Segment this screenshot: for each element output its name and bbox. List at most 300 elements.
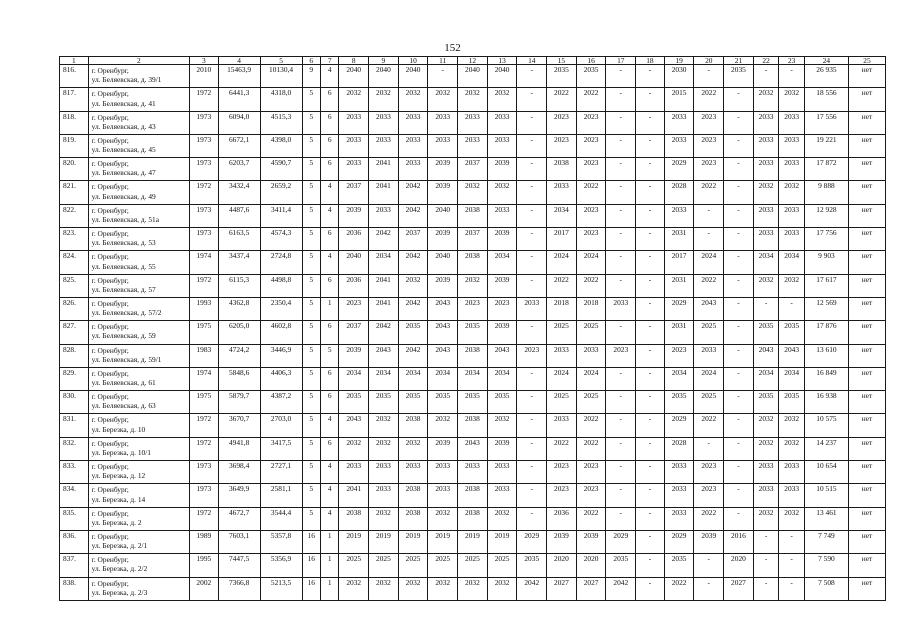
data-cell: - — [724, 134, 754, 157]
data-cell: 2032 — [753, 88, 779, 111]
data-cell: нет — [848, 554, 885, 577]
data-cell: 2032 — [458, 88, 488, 111]
data-cell: 2033 — [369, 134, 399, 157]
data-cell: 2030 — [664, 65, 694, 88]
data-cell: нет — [848, 251, 885, 274]
column-number: 22 — [753, 57, 779, 65]
data-cell: - — [636, 391, 665, 414]
address-cell — [88, 507, 189, 530]
data-cell: - — [724, 204, 754, 227]
data-cell: 2029 — [664, 530, 694, 553]
data-cell: 2033 — [369, 484, 399, 507]
data-cell: - — [517, 181, 547, 204]
data-cell: 2023 — [606, 344, 636, 367]
data-cell: 2042 — [398, 181, 428, 204]
data-cell: 16 938 — [804, 391, 848, 414]
data-cell: нет — [848, 321, 885, 344]
address-street: ул. Беляевская, д. 63 — [91, 401, 156, 411]
data-cell: 2025 — [339, 554, 369, 577]
data-cell: 2023 — [458, 297, 488, 320]
address-cell — [88, 88, 189, 111]
data-cell: 2042 — [398, 297, 428, 320]
data-cell: 2019 — [339, 530, 369, 553]
data-cell: 3437,4 — [218, 251, 260, 274]
data-cell: 2033 — [458, 111, 488, 134]
address-city: г. Оренбург, — [91, 392, 129, 402]
data-cell: 4590,7 — [260, 158, 302, 181]
data-cell: 2034 — [369, 367, 399, 390]
address-city: г. Оренбург, — [91, 205, 129, 215]
column-number: 5 — [260, 57, 302, 65]
data-cell: 2033 — [664, 134, 694, 157]
data-cell: 2033 — [398, 134, 428, 157]
data-cell: 1972 — [189, 88, 218, 111]
row-number: 820. — [60, 158, 89, 181]
data-cell: 1973 — [189, 134, 218, 157]
address-cell — [88, 344, 189, 367]
data-cell: 2020 — [724, 554, 754, 577]
address-street: ул. Березка, д. 2/1 — [91, 541, 148, 551]
data-cell: 2023 — [547, 111, 577, 134]
data-cell: 13 461 — [804, 507, 848, 530]
data-cell: 4498,8 — [260, 274, 302, 297]
table-row — [60, 158, 886, 181]
data-cell: 4398,0 — [260, 134, 302, 157]
column-number: 19 — [664, 57, 694, 65]
data-cell: 2023 — [576, 484, 606, 507]
address-cell — [88, 461, 189, 484]
address-street: ул. Беляевская, д. 59/1 — [91, 354, 162, 364]
data-cell: 2042 — [398, 344, 428, 367]
row-number: 819. — [60, 134, 89, 157]
data-cell: 2038 — [458, 507, 488, 530]
address-street: ул. Беляевская, д. 45 — [91, 145, 156, 155]
data-cell: 6203,7 — [218, 158, 260, 181]
data-cell: нет — [848, 391, 885, 414]
data-cell: 6 — [320, 391, 338, 414]
data-cell: нет — [848, 181, 885, 204]
data-cell: 10 515 — [804, 484, 848, 507]
data-cell: 1973 — [189, 111, 218, 134]
address-street: ул. Беляевская, д. 51а — [91, 214, 160, 224]
data-cell: 5 — [302, 204, 320, 227]
data-cell: 2040 — [487, 65, 517, 88]
address-city: г. Оренбург, — [91, 415, 129, 425]
data-cell: 2022 — [547, 274, 577, 297]
data-cell: 17 617 — [804, 274, 848, 297]
data-cell: 2025 — [576, 391, 606, 414]
data-cell: 7 508 — [804, 577, 848, 600]
address-cell — [88, 321, 189, 344]
address-city: г. Оренбург, — [91, 322, 129, 332]
data-cell: 2032 — [487, 577, 517, 600]
data-cell: 2020 — [547, 554, 577, 577]
data-cell: 2023 — [694, 484, 724, 507]
data-cell: 2032 — [398, 577, 428, 600]
data-cell: 5 — [302, 251, 320, 274]
address-city: г. Оренбург, — [91, 368, 129, 378]
data-cell: 2033 — [753, 461, 779, 484]
address-street: ул. Березка, д. 12 — [91, 471, 146, 481]
data-cell: - — [724, 228, 754, 251]
data-cell: 2022 — [694, 181, 724, 204]
data-cell: нет — [848, 134, 885, 157]
address-cell — [88, 65, 189, 88]
address-street: ул. Березка, д. 2/3 — [91, 587, 148, 597]
data-cell: 4 — [320, 251, 338, 274]
data-cell: 2033 — [517, 297, 547, 320]
data-cell: - — [724, 274, 754, 297]
data-cell: 2023 — [576, 228, 606, 251]
address-street: ул. Беляевская, д. 59 — [91, 331, 156, 341]
data-cell: 2042 — [398, 251, 428, 274]
table-row — [60, 414, 886, 437]
data-cell: - — [517, 507, 547, 530]
address-city: г. Оренбург, — [91, 252, 129, 262]
data-cell: - — [724, 414, 754, 437]
data-cell: 2032 — [487, 181, 517, 204]
data-cell: 5 — [302, 321, 320, 344]
data-cell: 2033 — [576, 344, 606, 367]
data-cell: - — [517, 204, 547, 227]
data-cell: 2032 — [339, 88, 369, 111]
data-cell: - — [636, 228, 665, 251]
data-cell: - — [636, 274, 665, 297]
table-row — [60, 367, 886, 390]
data-cell: 2035 — [398, 321, 428, 344]
data-cell: нет — [848, 437, 885, 460]
address-city: г. Оренбург, — [91, 438, 129, 448]
data-cell: 2033 — [428, 461, 458, 484]
data-cell: 6094,0 — [218, 111, 260, 134]
data-cell: 15463,9 — [218, 65, 260, 88]
data-cell: 2032 — [458, 274, 488, 297]
address-street: ул. Беляевская, д. 47 — [91, 168, 156, 178]
data-cell: 2039 — [487, 437, 517, 460]
data-cell: нет — [848, 577, 885, 600]
data-cell: 2033 — [398, 111, 428, 134]
table-row — [60, 437, 886, 460]
data-cell: 2033 — [753, 134, 779, 157]
data-cell: - — [606, 507, 636, 530]
data-cell: 4 — [320, 461, 338, 484]
data-cell: 2038 — [458, 484, 488, 507]
data-cell: - — [606, 88, 636, 111]
data-cell: 2033 — [487, 461, 517, 484]
data-cell: 2035 — [547, 65, 577, 88]
address-cell — [88, 530, 189, 553]
column-number: 3 — [189, 57, 218, 65]
data-cell: 2019 — [487, 530, 517, 553]
data-cell: нет — [848, 88, 885, 111]
data-cell: 12 569 — [804, 297, 848, 320]
row-number: 830. — [60, 391, 89, 414]
data-cell: 2043 — [428, 297, 458, 320]
address-street: ул. Березка, д. 10/1 — [91, 447, 151, 457]
address-city: г. Оренбург, — [91, 229, 129, 239]
data-cell: 1983 — [189, 344, 218, 367]
data-cell: 2033 — [694, 344, 724, 367]
data-cell: 3417,5 — [260, 437, 302, 460]
data-cell: 2023 — [576, 461, 606, 484]
table-row — [60, 134, 886, 157]
data-cell: - — [694, 577, 724, 600]
data-cell: нет — [848, 414, 885, 437]
address-cell — [88, 484, 189, 507]
data-cell: - — [517, 414, 547, 437]
table-row — [60, 65, 886, 88]
data-cell: - — [606, 134, 636, 157]
data-cell: 2033 — [753, 228, 779, 251]
table-body — [60, 65, 886, 601]
data-cell: 9 903 — [804, 251, 848, 274]
data-cell: - — [636, 367, 665, 390]
data-cell: 1972 — [189, 507, 218, 530]
data-cell: 2581,1 — [260, 484, 302, 507]
data-cell: - — [606, 274, 636, 297]
data-cell: - — [724, 181, 754, 204]
data-cell: - — [724, 297, 754, 320]
data-cell: 17 756 — [804, 228, 848, 251]
data-cell: 2032 — [398, 88, 428, 111]
data-cell: 2043 — [428, 321, 458, 344]
data-cell: 2023 — [547, 461, 577, 484]
table-row — [60, 577, 886, 600]
data-cell: 2042 — [398, 204, 428, 227]
data-cell: 2032 — [428, 88, 458, 111]
data-cell: 2023 — [547, 134, 577, 157]
data-cell: 1974 — [189, 367, 218, 390]
data-cell: 2034 — [753, 367, 779, 390]
data-cell: 2023 — [576, 134, 606, 157]
data-cell: 4 — [320, 507, 338, 530]
data-cell: 2032 — [753, 274, 779, 297]
data-cell: - — [724, 111, 754, 134]
data-cell: - — [636, 204, 665, 227]
data-cell: 2034 — [458, 367, 488, 390]
data-cell: - — [724, 367, 754, 390]
table-row — [60, 251, 886, 274]
data-cell: - — [606, 321, 636, 344]
data-cell: 2041 — [369, 297, 399, 320]
data-cell: - — [753, 554, 779, 577]
data-cell: 4 — [320, 181, 338, 204]
data-cell: 2027 — [576, 577, 606, 600]
row-number: 829. — [60, 367, 89, 390]
column-number: 7 — [320, 57, 338, 65]
data-cell: 4387,2 — [260, 391, 302, 414]
row-number: 823. — [60, 228, 89, 251]
column-number: 10 — [398, 57, 428, 65]
data-cell: 2032 — [369, 414, 399, 437]
table-row — [60, 111, 886, 134]
data-cell: - — [724, 484, 754, 507]
data-cell: 7447,5 — [218, 554, 260, 577]
address-cell — [88, 158, 189, 181]
data-cell: - — [606, 181, 636, 204]
data-cell: 2035 — [664, 554, 694, 577]
data-cell: 7603,1 — [218, 530, 260, 553]
address-street: ул. Беляевская, д. 49 — [91, 191, 156, 201]
address-city: г. Оренбург, — [91, 462, 129, 472]
address-city: г. Оренбург, — [91, 345, 129, 355]
data-cell: 14 237 — [804, 437, 848, 460]
data-cell: 2029 — [664, 297, 694, 320]
data-cell: 2043 — [458, 437, 488, 460]
table-row — [60, 554, 886, 577]
data-cell: 2043 — [694, 297, 724, 320]
data-cell: 2033 — [779, 134, 805, 157]
data-cell: 5 — [320, 344, 338, 367]
table-row — [60, 204, 886, 227]
data-cell: 1993 — [189, 297, 218, 320]
data-cell: нет — [848, 274, 885, 297]
data-cell: 2033 — [487, 111, 517, 134]
address-cell — [88, 228, 189, 251]
data-cell: 2016 — [724, 530, 754, 553]
data-cell: 5 — [302, 297, 320, 320]
data-cell: 2038 — [398, 414, 428, 437]
data-cell: - — [517, 321, 547, 344]
data-cell: 2032 — [369, 437, 399, 460]
data-cell: 2039 — [428, 228, 458, 251]
row-number: 818. — [60, 111, 89, 134]
data-cell: 2025 — [547, 391, 577, 414]
column-number: 24 — [804, 57, 848, 65]
data-cell: 2032 — [487, 88, 517, 111]
data-cell: 4515,3 — [260, 111, 302, 134]
data-cell: 2033 — [458, 461, 488, 484]
data-cell: 2033 — [547, 344, 577, 367]
address-street: ул. Беляевская, д. 53 — [91, 238, 156, 248]
data-cell: 2043 — [339, 414, 369, 437]
data-cell: 2040 — [398, 65, 428, 88]
data-cell: - — [636, 344, 665, 367]
data-cell: 2022 — [694, 274, 724, 297]
data-cell: 4602,8 — [260, 321, 302, 344]
data-cell: 2025 — [369, 554, 399, 577]
column-number: 14 — [517, 57, 547, 65]
data-cell: 5879,7 — [218, 391, 260, 414]
data-cell: 2703,0 — [260, 414, 302, 437]
data-cell: - — [636, 321, 665, 344]
data-cell: 2350,4 — [260, 297, 302, 320]
data-cell: 2034 — [369, 251, 399, 274]
data-cell: 2032 — [779, 274, 805, 297]
data-cell: 2033 — [779, 158, 805, 181]
column-number: 11 — [428, 57, 458, 65]
data-cell: 2040 — [428, 251, 458, 274]
address-city: г. Оренбург, — [91, 531, 129, 541]
data-cell: 2035 — [753, 391, 779, 414]
data-cell: 6 — [320, 228, 338, 251]
row-number: 824. — [60, 251, 89, 274]
data-cell: 3698,4 — [218, 461, 260, 484]
data-cell: 2033 — [339, 111, 369, 134]
data-cell: 4 — [320, 414, 338, 437]
housing-table — [59, 56, 886, 601]
data-cell: 2034 — [487, 251, 517, 274]
data-cell: 2023 — [517, 344, 547, 367]
data-cell: - — [636, 414, 665, 437]
row-number: 817. — [60, 88, 89, 111]
data-cell: 2023 — [694, 461, 724, 484]
data-cell: 2032 — [339, 577, 369, 600]
data-cell: нет — [848, 297, 885, 320]
data-cell: - — [694, 437, 724, 460]
address-street: ул. Березка, д. 2/2 — [91, 564, 148, 574]
data-cell: 2033 — [339, 134, 369, 157]
data-cell: 2032 — [753, 181, 779, 204]
data-cell: 6 — [320, 274, 338, 297]
data-cell: - — [724, 461, 754, 484]
data-cell: 2032 — [753, 507, 779, 530]
data-cell: - — [753, 65, 779, 88]
data-cell: 5 — [302, 111, 320, 134]
data-cell: 2043 — [753, 344, 779, 367]
data-cell: - — [724, 344, 754, 367]
data-cell: 2033 — [753, 111, 779, 134]
data-cell: 6 — [320, 321, 338, 344]
column-number: 20 — [694, 57, 724, 65]
data-cell: 2033 — [339, 461, 369, 484]
data-cell: 10 654 — [804, 461, 848, 484]
data-cell: 2033 — [487, 134, 517, 157]
data-cell: 2023 — [694, 134, 724, 157]
data-cell: - — [606, 65, 636, 88]
data-cell: 2033 — [664, 461, 694, 484]
data-cell: 2035 — [753, 321, 779, 344]
data-cell: - — [694, 65, 724, 88]
data-cell: - — [606, 484, 636, 507]
data-cell: 2032 — [753, 437, 779, 460]
data-cell: 4941,8 — [218, 437, 260, 460]
data-cell: 5 — [302, 344, 320, 367]
data-cell: 1973 — [189, 484, 218, 507]
data-cell: 2034 — [779, 367, 805, 390]
data-cell: 2032 — [458, 577, 488, 600]
data-cell: 2040 — [339, 65, 369, 88]
data-cell: - — [517, 367, 547, 390]
data-cell: - — [517, 437, 547, 460]
data-cell: нет — [848, 111, 885, 134]
data-cell: нет — [848, 204, 885, 227]
row-number: 834. — [60, 484, 89, 507]
data-cell: - — [724, 391, 754, 414]
data-cell: 5356,9 — [260, 554, 302, 577]
row-number: 827. — [60, 321, 89, 344]
data-cell: 5 — [302, 391, 320, 414]
data-cell: 16 849 — [804, 367, 848, 390]
data-cell: 2024 — [694, 367, 724, 390]
data-cell: 2033 — [487, 204, 517, 227]
data-cell: 2039 — [339, 204, 369, 227]
data-cell: - — [606, 204, 636, 227]
data-cell: 7366,8 — [218, 577, 260, 600]
address-city: г. Оренбург, — [91, 485, 129, 495]
data-cell: 2032 — [428, 507, 458, 530]
data-cell: 2032 — [428, 577, 458, 600]
data-cell: 1989 — [189, 530, 218, 553]
data-cell: 2033 — [779, 484, 805, 507]
data-cell: - — [779, 554, 805, 577]
data-cell: 9 — [302, 65, 320, 88]
data-cell: 2042 — [369, 228, 399, 251]
data-cell: 2038 — [458, 204, 488, 227]
data-cell: 3670,7 — [218, 414, 260, 437]
address-cell — [88, 297, 189, 320]
data-cell: 4 — [320, 484, 338, 507]
